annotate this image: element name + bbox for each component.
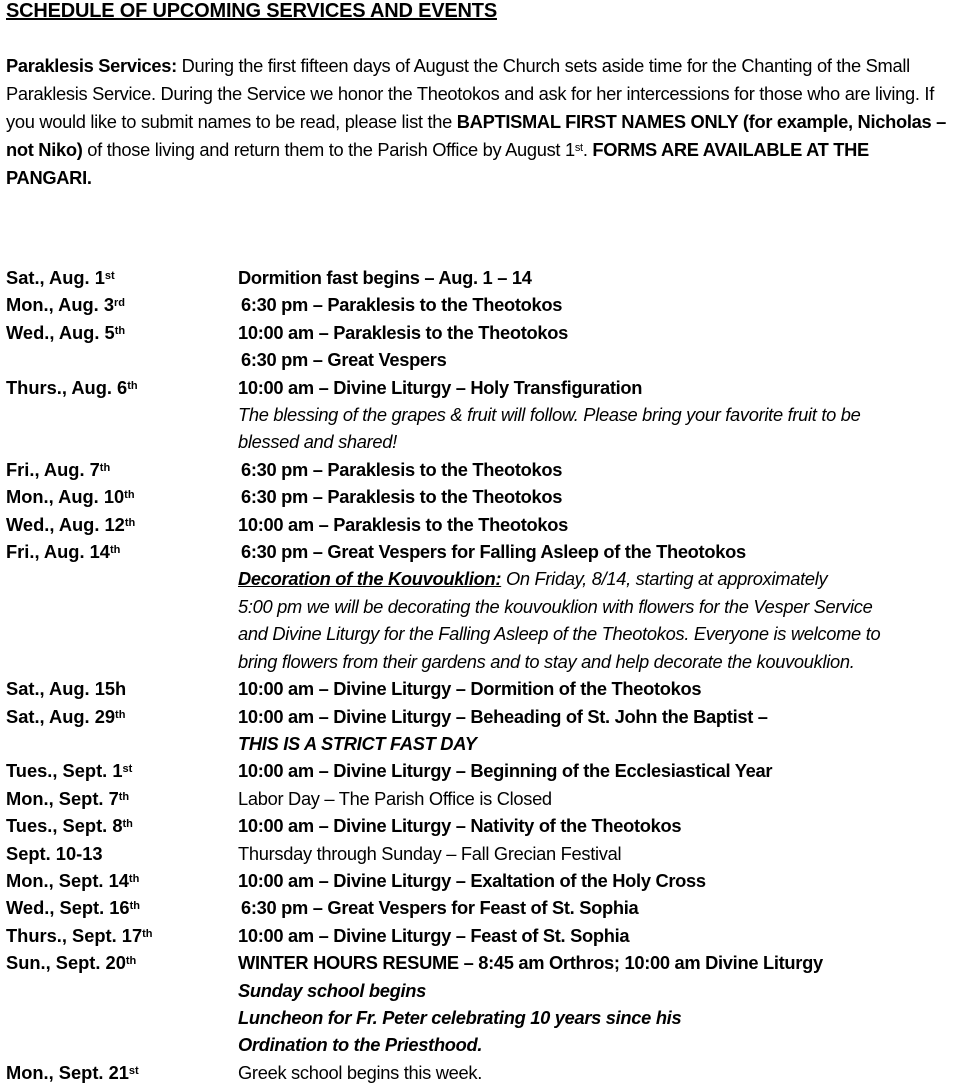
- schedule-event-line: [238, 977, 960, 1004]
- event-text: 6:30 pm – Paraklesis to the Theotokos: [241, 486, 563, 508]
- schedule-row: [6, 840, 960, 867]
- schedule-date: [6, 757, 132, 784]
- schedule-date-text: Wed., Aug. 5: [6, 321, 115, 343]
- schedule-event-line: [238, 483, 960, 510]
- schedule-date-ordinal: th: [129, 900, 140, 913]
- event-text: blessed and shared!: [238, 431, 397, 453]
- schedule-event-line: [238, 922, 960, 949]
- schedule-date-ordinal: th: [122, 818, 133, 831]
- schedule-event-line: [238, 812, 960, 839]
- schedule-row: [6, 538, 960, 675]
- schedule-date-ordinal: th: [124, 516, 136, 529]
- event-lead-heading: Decoration of the Kouvouklion:: [238, 568, 502, 590]
- schedule-event-line: [238, 757, 960, 784]
- schedule-date-text: Mon., Sept. 21: [6, 1061, 129, 1083]
- schedule-event-line: [238, 538, 960, 565]
- event-text: Sunday school begins: [238, 979, 427, 1001]
- intro-text-1: During the first fifteen days of August the Church sets aside time for the Chanting of the Small Paraklesis Service. During the Service we honor the Theotokos and ask for her intercessions for those who are living. If you would like to submit names to be read, please list the: [6, 55, 934, 132]
- event-text: Ordination to the Priesthood.: [238, 1034, 483, 1056]
- event-text: 6:30 pm – Paraklesis to the Theotokos: [241, 294, 563, 316]
- schedule-event-line: [238, 867, 960, 894]
- event-text: 10:00 am – Divine Liturgy – Beheading of St. John the Baptist –: [238, 705, 768, 727]
- schedule-date: [6, 840, 103, 867]
- schedule-row: [6, 483, 960, 510]
- schedule-date-text: Tues., Sept. 8: [6, 815, 123, 837]
- schedule-event-line: [238, 291, 960, 318]
- schedule-date-ordinal: th: [127, 379, 138, 392]
- schedule-date: [6, 949, 136, 976]
- schedule-date: [6, 1059, 139, 1086]
- schedule-date-text: Sun., Sept. 20: [6, 952, 126, 974]
- schedule-date: [6, 374, 138, 401]
- intro-bold-names: BAPTISMAL FIRST NAMES ONLY (for example, Nicholas – not Niko): [6, 111, 946, 160]
- schedule-date-text: Mon., Sept. 14: [6, 869, 129, 891]
- schedule-date: [6, 483, 135, 510]
- schedule-event-line: [238, 264, 960, 291]
- schedule-event-line: [238, 949, 960, 976]
- schedule-event-line: [238, 840, 960, 867]
- event-text: 5:00 pm we will be decorating the kouvouklion with flowers for the Vesper Service: [238, 595, 873, 617]
- schedule-date: [6, 922, 153, 949]
- schedule-date-text: Sat., Aug. 29: [6, 705, 116, 727]
- event-text: bring flowers from their gardens and to stay and help decorate the kouvouklion.: [238, 650, 855, 672]
- schedule-date-ordinal: rd: [113, 297, 125, 310]
- schedule-date: [6, 456, 110, 483]
- schedule-event-line: [238, 428, 960, 455]
- schedule-row: [6, 291, 960, 318]
- schedule-row: [6, 812, 960, 839]
- event-text: Greek school begins this week.: [238, 1061, 483, 1083]
- schedule-date-text: Mon., Aug. 3: [6, 294, 114, 316]
- schedule-event-line: [238, 319, 960, 346]
- schedule-date: [6, 785, 129, 812]
- event-text: and Divine Liturgy for the Falling Asleep of the Theotokos. Everyone is welcome to: [238, 623, 881, 645]
- paraklesis-intro-paragraph: [6, 52, 958, 192]
- schedule-date-text: Tues., Sept. 1: [6, 760, 123, 782]
- schedule-date-ordinal: th: [125, 955, 137, 968]
- schedule-date-ordinal: st: [122, 763, 133, 776]
- intro-superscript: st: [574, 142, 583, 154]
- schedule-event-line: [238, 1059, 960, 1086]
- schedule-event-line: [238, 620, 960, 647]
- schedule-date: [6, 675, 126, 702]
- event-text: 6:30 pm – Paraklesis to the Theotokos: [241, 458, 563, 480]
- schedule-row: [6, 922, 960, 949]
- schedule-event-line: [238, 374, 960, 401]
- schedule-date-ordinal: th: [114, 324, 126, 337]
- schedule-row: [6, 785, 960, 812]
- schedule-date-ordinal: st: [104, 270, 115, 282]
- schedule-date-text: Sept. 10-13: [6, 842, 103, 864]
- schedule-date-ordinal: th: [109, 544, 121, 557]
- schedule-date: [6, 867, 139, 894]
- event-text: 6:30 pm – Great Vespers: [241, 349, 447, 371]
- event-text: 10:00 am – Divine Liturgy – Dormition of the Theotokos: [238, 678, 702, 700]
- schedule-row: [6, 949, 960, 1059]
- schedule-date-text: Fri., Aug. 7: [6, 458, 100, 480]
- event-text: 10:00 am – Divine Liturgy – Holy Transfiguration: [238, 376, 643, 398]
- schedule-event-line: [238, 346, 960, 373]
- schedule-event-line: [238, 1004, 960, 1031]
- schedule-row: [6, 456, 960, 483]
- schedule-date-text: Thurs., Sept. 17: [6, 924, 143, 946]
- schedule-event-line: [238, 675, 960, 702]
- event-text: 10:00 am – Divine Liturgy – Feast of St. Sophia: [238, 924, 630, 946]
- schedule-date: [6, 538, 120, 565]
- schedule-date-ordinal: th: [99, 461, 111, 474]
- event-text: 10:00 am – Divine Liturgy – Beginning of the Ecclesiastical Year: [238, 760, 773, 782]
- schedule-date-ordinal: th: [115, 708, 126, 721]
- schedule-row: [6, 703, 960, 758]
- schedule-date-ordinal: th: [128, 872, 140, 885]
- schedule-event-line: [238, 1031, 960, 1058]
- schedule-date-ordinal: th: [142, 927, 153, 940]
- event-text: 10:00 am – Divine Liturgy – Exaltation of the Holy Cross: [238, 869, 706, 891]
- schedule-date-text: Sat., Aug. 1: [6, 267, 105, 288]
- schedule-date-text: Fri., Aug. 14: [6, 541, 110, 563]
- schedule-row: [6, 867, 960, 894]
- event-text: 10:00 am – Divine Liturgy – Nativity of the Theotokos: [238, 815, 682, 837]
- schedule-date-text: Wed., Sept. 16: [6, 897, 130, 919]
- schedule-event-line: [238, 456, 960, 483]
- schedule-event-line: [238, 785, 960, 812]
- schedule-event-line: [238, 730, 960, 757]
- schedule-date-text: Mon., Aug. 10: [6, 486, 125, 508]
- schedule-date: [6, 291, 125, 318]
- schedule-row: [6, 1059, 960, 1086]
- schedule-event-line: [238, 894, 960, 921]
- event-text: 10:00 am – Paraklesis to the Theotokos: [238, 321, 568, 343]
- schedule-date: [6, 894, 140, 921]
- schedule-date: [6, 264, 115, 291]
- event-text: WINTER HOURS RESUME – 8:45 am Orthros; 10:00 am Divine Liturgy: [238, 952, 823, 974]
- schedule-date: [6, 703, 125, 730]
- event-text: 6:30 pm – Great Vespers for Falling Asleep of the Theotokos: [241, 541, 746, 563]
- schedule-date: [6, 511, 135, 538]
- schedule-date-ordinal: st: [128, 1064, 139, 1077]
- event-text: 6:30 pm – Great Vespers for Feast of St. Sophia: [241, 897, 639, 919]
- schedule-row: [6, 757, 960, 784]
- event-text: On Friday, 8/14, starting at approximately: [501, 568, 828, 590]
- intro-lead: Paraklesis Services:: [6, 55, 177, 76]
- schedule-event-line: [238, 648, 960, 675]
- schedule-row: [6, 264, 960, 291]
- schedule-row: [6, 511, 960, 538]
- intro-text-2: of those living and return them to the Parish Office by August 1: [82, 139, 575, 160]
- schedule-event-line: [238, 703, 960, 730]
- event-text: Labor Day – The Parish Office is Closed: [238, 787, 552, 809]
- schedule-date-text: Sat., Aug. 15h: [6, 678, 127, 700]
- event-text: Dormition fast begins – Aug. 1 – 14: [238, 267, 532, 288]
- event-text: THIS IS A STRICT FAST DAY: [238, 732, 477, 754]
- schedule-date-ordinal: th: [118, 790, 130, 803]
- schedule-event-line: [238, 593, 960, 620]
- schedule-event-line: [238, 565, 960, 592]
- schedule-event-line: [238, 401, 960, 428]
- schedule-event-line: [238, 511, 960, 538]
- schedule-list: [6, 264, 960, 1086]
- schedule-date: [6, 812, 133, 839]
- event-text: Luncheon for Fr. Peter celebrating 10 years since his: [238, 1006, 682, 1028]
- schedule-date-ordinal: th: [124, 489, 135, 502]
- event-text: The blessing of the grapes & fruit will follow. Please bring your favorite fruit to be: [238, 404, 861, 426]
- intro-text-3: .: [582, 139, 593, 160]
- schedule-row: [6, 675, 960, 702]
- intro-forms-note: FORMS ARE AVAILABLE AT THE PANGARI.: [6, 139, 869, 188]
- schedule-date-text: Mon., Sept. 7: [6, 787, 119, 809]
- schedule-row: [6, 374, 960, 456]
- schedule-row: [6, 894, 960, 921]
- event-text: Thursday through Sunday – Fall Grecian Festival: [238, 842, 622, 864]
- schedule-date-text: Thurs., Aug. 6: [6, 376, 128, 398]
- schedule-date-text: Wed., Aug. 12: [6, 513, 125, 535]
- schedule-row: [6, 319, 960, 374]
- event-text: 10:00 am – Paraklesis to the Theotokos: [238, 513, 568, 535]
- page-title: SCHEDULE OF UPCOMING SERVICES AND EVENTS: [6, 0, 497, 22]
- schedule-date: [6, 319, 125, 346]
